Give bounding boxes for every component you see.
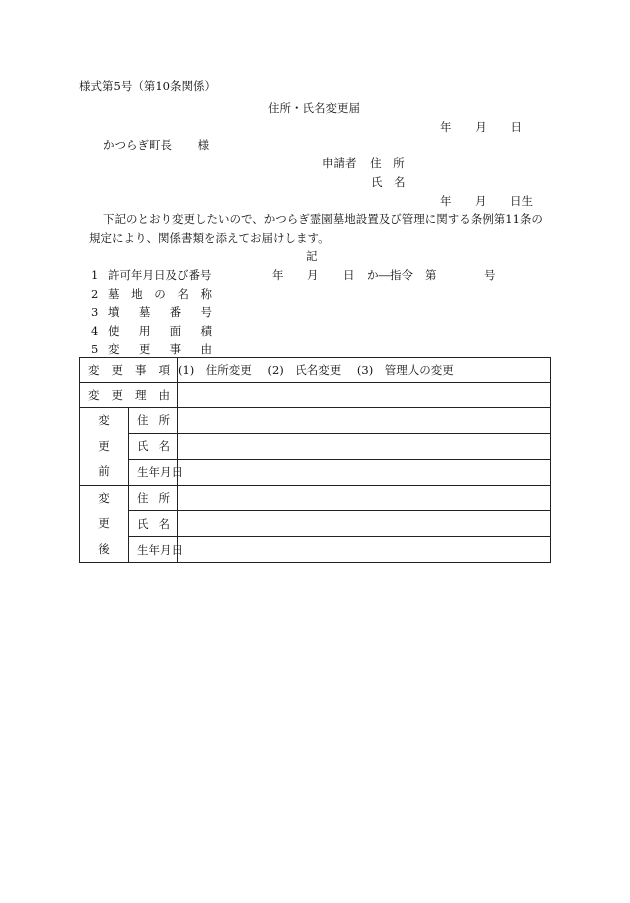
- before-birth-label-cell: [129, 459, 183, 485]
- label-char: 住: [137, 490, 149, 505]
- addressee-name: かつらぎ町長: [103, 138, 172, 152]
- item-label-change-cause: [108, 342, 212, 356]
- option-manager-change[interactable]: (3) 管理人の変更: [356, 363, 454, 377]
- applicant-name-label: 氏 名: [371, 175, 406, 189]
- date-day-label: 日: [510, 120, 522, 134]
- permit-month-label: 月: [307, 268, 319, 282]
- after-address-field[interactable]: [178, 485, 551, 511]
- permit-prefix: か―指令: [367, 268, 413, 282]
- item-number: 1: [91, 268, 99, 282]
- after-char: 更: [98, 516, 110, 530]
- label-char: 面: [169, 324, 182, 338]
- body-text-line-1: 下記のとおり変更したいので、かつらぎ霊園墓地設置及び管理に関する条例第11条の: [103, 212, 543, 226]
- table-row: [80, 383, 551, 408]
- label-char: 名: [158, 439, 170, 454]
- permit-go-label: 号: [484, 268, 496, 282]
- label-char: 墓: [138, 305, 151, 319]
- label-char: 事: [135, 363, 147, 377]
- item-label-grave-number: [108, 305, 212, 319]
- after-name-label: [137, 516, 170, 532]
- label-char: 日: [171, 465, 183, 480]
- permit-year-label: 年: [272, 268, 284, 282]
- label-char: 年: [148, 465, 160, 480]
- before-address-field[interactable]: [178, 408, 551, 434]
- birth-year-label: 年: [440, 194, 452, 208]
- before-name-label-cell: [129, 433, 178, 459]
- label-char: 月: [160, 465, 172, 480]
- submission-date: [440, 120, 522, 134]
- date-year-label: 年: [440, 120, 452, 134]
- label-char: 更: [111, 388, 123, 402]
- item-number: 2: [91, 287, 99, 301]
- change-reason-label: [88, 387, 170, 403]
- label-char: 所: [158, 413, 170, 428]
- label-char: 理: [135, 388, 147, 402]
- label-char: 名: [177, 287, 189, 301]
- after-address-label: [137, 490, 170, 506]
- label-char: 月: [160, 542, 172, 557]
- after-name-label-cell: [129, 511, 178, 537]
- after-address-label-cell: [129, 485, 178, 511]
- label-char: の: [154, 287, 166, 301]
- applicant-address-label: 住 所: [370, 156, 405, 170]
- table-row: [80, 459, 551, 485]
- table-row: [80, 511, 551, 537]
- before-birth-label: [137, 464, 183, 480]
- label-char: 変: [108, 342, 120, 356]
- after-birth-field[interactable]: [178, 537, 551, 563]
- table-row: [80, 433, 551, 459]
- addressee-honorific: 様: [197, 138, 210, 152]
- after-char: 変: [98, 490, 110, 505]
- label-char: 項: [158, 363, 170, 377]
- label-char: 用: [138, 324, 151, 338]
- label-char: 氏: [137, 439, 149, 454]
- change-item-label: [88, 362, 170, 378]
- before-name-field[interactable]: [178, 433, 551, 459]
- table-row: [80, 537, 551, 563]
- label-char: 積: [200, 324, 212, 338]
- applicant-address-row: [322, 156, 405, 170]
- label-char: 所: [158, 490, 170, 505]
- applicant-label: 申請者: [322, 156, 357, 170]
- label-char: 墓: [108, 287, 120, 301]
- change-reason-field[interactable]: [178, 383, 551, 408]
- label-char: 由: [158, 388, 170, 402]
- addressee: [103, 138, 209, 152]
- label-char: 地: [131, 287, 143, 301]
- before-char: 前: [98, 464, 110, 478]
- before-char: 変: [98, 413, 110, 427]
- birth-day-label: 日生: [510, 194, 533, 208]
- table-row: [80, 408, 551, 434]
- permit-dai-label: 第: [425, 268, 437, 282]
- label-char: 年: [148, 542, 160, 557]
- birth-month-label: 月: [475, 194, 487, 208]
- permit-day-label: 日: [343, 268, 355, 282]
- label-char: 号: [200, 305, 212, 319]
- label-char: 事: [169, 342, 182, 356]
- document-title: 住所・氏名変更届: [268, 101, 360, 115]
- option-address-change[interactable]: (1) 住所変更: [178, 363, 252, 377]
- label-char: 住: [137, 413, 149, 428]
- after-birth-label-cell: [129, 537, 183, 563]
- change-options-cell[interactable]: [178, 358, 551, 383]
- item-label-area: [108, 324, 212, 338]
- label-char: 生: [137, 465, 149, 480]
- option-name-change[interactable]: (2) 氏名変更: [267, 363, 342, 377]
- label-char: 名: [158, 516, 170, 531]
- label-char: 番: [169, 305, 182, 319]
- label-char: 更: [111, 363, 123, 377]
- item-number: 3: [91, 305, 99, 319]
- label-char: 称: [200, 287, 212, 301]
- before-address-label-cell: [129, 408, 178, 434]
- label-char: 変: [88, 388, 100, 402]
- form-number: 様式第5号（第10条関係）: [79, 79, 216, 93]
- birth-date: [440, 194, 533, 208]
- before-char: 更: [98, 438, 110, 453]
- change-form-table: [79, 357, 551, 563]
- label-char: 墳: [108, 305, 120, 319]
- label-char: 日: [171, 542, 183, 557]
- after-name-field[interactable]: [178, 511, 551, 537]
- before-change-label: [80, 408, 129, 486]
- label-char: 氏: [137, 516, 149, 531]
- item-number: 4: [91, 324, 99, 338]
- change-reason-header: [80, 383, 178, 408]
- table-row: [80, 485, 551, 511]
- label-char: 使: [108, 324, 120, 338]
- before-birth-field[interactable]: [178, 459, 551, 485]
- label-char: 生: [137, 542, 149, 557]
- label-char: 変: [88, 363, 100, 377]
- label-char: 更: [138, 342, 151, 356]
- after-char: 後: [98, 541, 110, 556]
- change-item-header: [80, 358, 178, 383]
- label-char: 由: [200, 342, 212, 356]
- table-row: [80, 358, 551, 383]
- before-address-label: [137, 412, 170, 428]
- item-number: 5: [91, 342, 99, 356]
- item-label-cemetery-name: [108, 287, 212, 301]
- before-name-label: [137, 438, 170, 454]
- ki-heading: 記: [306, 249, 318, 263]
- date-month-label: 月: [475, 120, 487, 134]
- item-label-permit: 許可年月日及び番号: [108, 268, 212, 282]
- body-text-line-2: 規定により、関係書類を添えてお届けします。: [89, 231, 330, 245]
- after-change-label: [80, 485, 129, 563]
- after-birth-label: [137, 542, 183, 558]
